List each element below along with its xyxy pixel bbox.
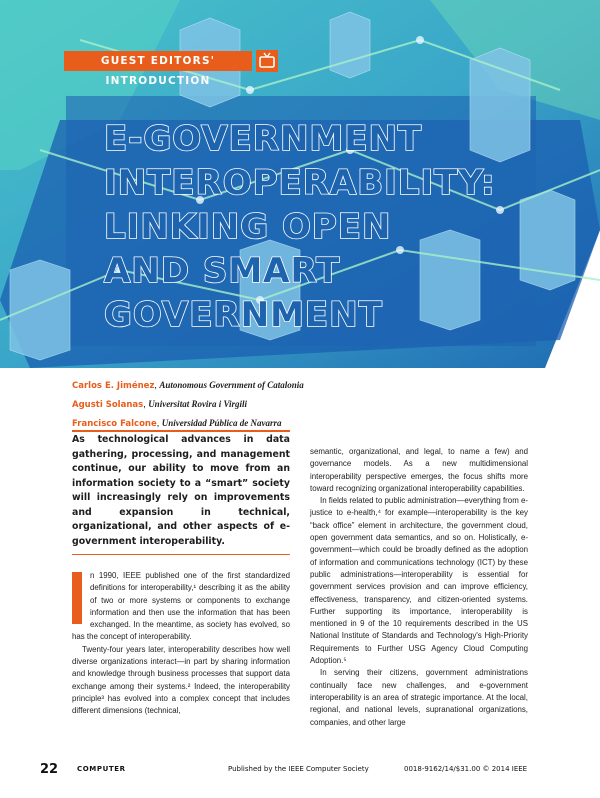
drop-cap xyxy=(72,572,82,624)
abstract-rule-bottom xyxy=(72,554,290,555)
body-paragraph: In serving their citizens, government administrations continually face new challenges, and e-government interoperability is an area of strategic importance. At the local, regional, and national levels, supranational organizations, companies, and other large xyxy=(310,668,528,727)
author-affiliation: Universitat Rovira i Virgili xyxy=(148,399,247,409)
tv-icon xyxy=(256,50,278,72)
abstract-rule-top xyxy=(72,430,290,432)
section-tag: GUEST EDITORS' INTRODUCTION xyxy=(64,51,252,71)
title-line: GOVERNMENT xyxy=(104,295,383,335)
author-affiliation: Autonomous Government of Catalonia xyxy=(159,380,304,390)
article-title xyxy=(104,117,574,337)
title-line: LINKING OPEN xyxy=(104,207,392,247)
magazine-name: COMPUTER xyxy=(77,765,126,773)
page-number: 22 xyxy=(40,762,59,777)
page-footer xyxy=(0,762,600,782)
author-name: Carlos E. Jiménez xyxy=(72,381,155,391)
title-line: E-GOVERNMENT xyxy=(104,119,423,159)
body-paragraph: semantic, organizational, and legal, to name a few) and governance models. As a new multidimensional interoperability perspective emerges, the focus shifts more toward recognizing organizational interoperability capabilities. xyxy=(310,447,528,493)
author-entry: Carlos E. Jiménez, Autonomous Government of Catalonia xyxy=(72,380,304,391)
author-name: Agusti Solanas xyxy=(72,400,144,410)
author-entry: Francisco Falcone, Universidad Pública de Navarra xyxy=(72,418,282,429)
abstract: As technological advances in data gathering, processing, and management continue, our ability to move from an information society to a “smart” society will increasingly rely on improvements and expansion in technical, organizational, and other aspects of e-government interoperability. xyxy=(72,434,290,547)
body-column-left xyxy=(72,570,290,718)
title-line: INTEROPERABILITY: xyxy=(104,163,496,203)
body-paragraph: n 1990, IEEE published one of the first standardized definitions for interoperability,¹ describing it as the ability of two or more systems or components to exchange information and then use the information that has been exchanged. In the meantime, as society has evolved, so has the concept of interoperability. xyxy=(72,571,290,642)
author-name: Francisco Falcone xyxy=(72,419,157,429)
publisher-line: Published by the IEEE Computer Society xyxy=(228,765,369,773)
body-paragraph: Twenty-four years later, interoperability describes how well diverse organizations interact—in part by sharing information and knowledge through business processes that support data exchange among their systems.² Indeed, the interoperability principle³ has evolved into a complex concept that includes different dimensions (technical, xyxy=(72,644,290,716)
title-line: AND SMART xyxy=(104,251,341,291)
body-paragraph: In fields related to public administration—everything from e-justice to e-health,⁴ for example—interoperability is the key “back office” element in architecture, the government cloud, open government data semantics, and so on. Holistically, e-government—which could be broadly defined as the adoption of information and communications technology (ICT) by these public administrations—interoperability is essential for government services provision and can improve efficiency, effectiveness, transparency, and citizen-oriented systems. Further supporting its importance, interoperability is mentioned in 9 of the 10 requirements described in the US National Institute of Standards and Technology's High-Priority Requirements to Further USG Agency Cloud Computing Adoption.⁵ xyxy=(310,496,528,666)
hero-illustration xyxy=(0,0,600,368)
copyright-line: 0018-9162/14/$31.00 © 2014 IEEE xyxy=(404,765,528,773)
author-list xyxy=(72,376,304,433)
author-affiliation: Universidad Pública de Navarra xyxy=(161,418,282,428)
body-column-right xyxy=(310,446,528,729)
author-entry: Agusti Solanas, Universitat Rovira i Virgili xyxy=(72,399,247,410)
